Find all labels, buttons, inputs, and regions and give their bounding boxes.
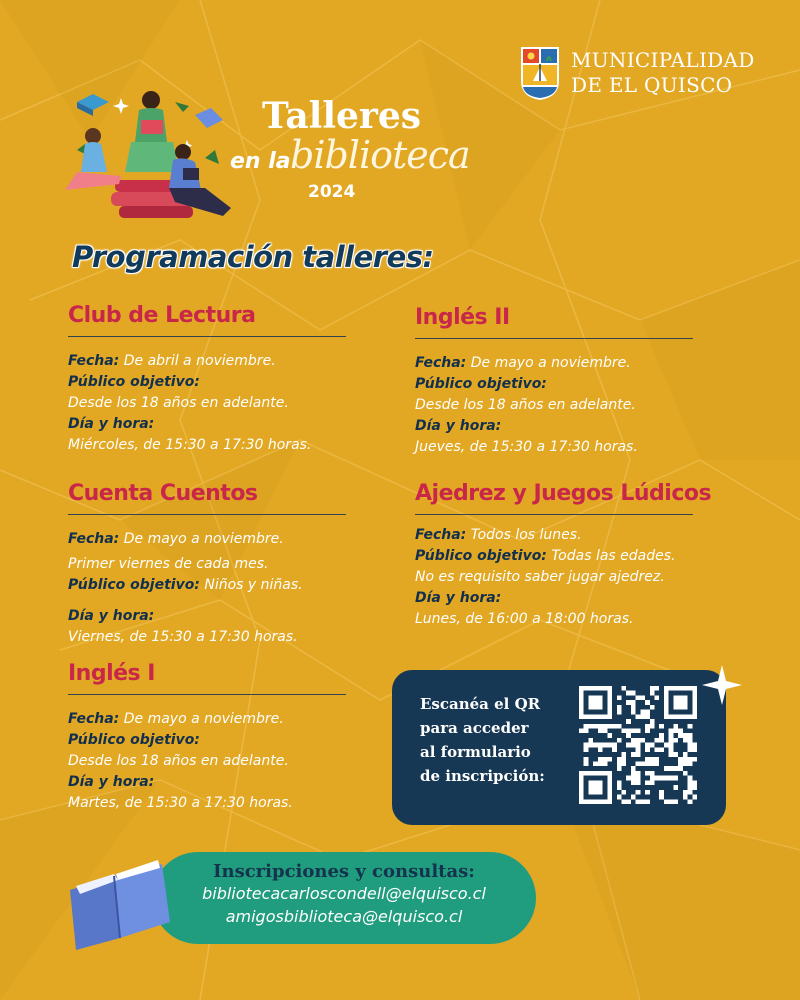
sparkle-icon [700, 663, 744, 707]
workshop-title: Inglés I [68, 661, 155, 686]
workshop-cuenta-cuentos [68, 480, 368, 648]
divider [68, 514, 346, 515]
workshop-title: Inglés II [415, 305, 510, 330]
qr-code-icon[interactable] [579, 686, 697, 804]
fecha-value: De mayo a noviembre. [466, 355, 631, 371]
publico-value: Desde los 18 años en adelante. [68, 753, 289, 769]
dia-value: Martes, de 15:30 a 17:30 horas. [68, 795, 293, 811]
workshop-title: Cuenta Cuentos [68, 481, 258, 506]
divider [415, 514, 693, 515]
dia-label: Día y hora: [415, 590, 502, 606]
email-link-1[interactable]: bibliotecacarloscondell@elquisco.cl [202, 884, 486, 903]
dia-label: Día y hora: [68, 608, 155, 624]
fecha-label: Fecha: [68, 711, 120, 727]
publico-value: Todas las edades. [546, 548, 676, 564]
dia-value: Viernes, de 15:30 a 17:30 horas. [68, 629, 298, 645]
publico-label: Público objetivo: [415, 548, 547, 564]
qr-line-3: al formulario [420, 743, 531, 761]
contact-title: Inscripciones y consultas: [213, 861, 475, 882]
fecha-extra: Primer viernes de cada mes. [68, 556, 269, 572]
municipality-name-line2: DE EL QUISCO [571, 73, 733, 97]
publico-value: Desde los 18 años en adelante. [415, 397, 636, 413]
fecha-value: De mayo a noviembre. [119, 531, 284, 547]
workshop-title: Club de Lectura [68, 303, 256, 328]
dia-label: Día y hora: [415, 418, 502, 434]
fecha-value: De mayo a noviembre. [119, 711, 284, 727]
publico-value: Desde los 18 años en adelante. [68, 395, 289, 411]
qr-line-1: Escanéa el QR [420, 695, 541, 713]
fecha-label: Fecha: [415, 527, 467, 543]
dia-label: Día y hora: [68, 416, 155, 432]
dia-label: Día y hora: [68, 774, 155, 790]
publico-label: Público objetivo: [415, 376, 547, 392]
workshop-title: Ajedrez y Juegos Lúdicos [415, 481, 712, 506]
email-link-2[interactable]: amigosbiblioteca@elquisco.cl [225, 907, 463, 926]
dia-value: Jueves, de 15:30 a 17:30 horas. [415, 439, 638, 455]
divider [68, 336, 346, 337]
municipality-name-line1: MUNICIPALIDAD [571, 48, 755, 72]
fecha-value: Todos los lunes. [466, 527, 582, 543]
qr-line-4: de inscripción: [420, 767, 545, 785]
contact-box [152, 852, 536, 944]
dia-value: Lunes, de 16:00 a 18:00 horas. [415, 611, 634, 627]
flying-book-icon [77, 94, 109, 116]
fecha-label: Fecha: [68, 531, 120, 547]
fecha-label: Fecha: [415, 355, 467, 371]
publico-label: Público objetivo: [68, 374, 200, 390]
qr-instructions [420, 692, 570, 788]
section-title: Programación talleres: [72, 240, 434, 274]
publico-value: Niños y niñas. [199, 577, 303, 593]
readers-illustration [55, 80, 255, 225]
workshop-ajedrez [415, 480, 735, 630]
publico-extra: No es requisito saber jugar ajedrez. [415, 569, 665, 585]
fecha-value: De abril a noviembre. [119, 353, 276, 369]
title-talleres: Talleres [262, 95, 422, 137]
workshop-ingles-1 [68, 660, 368, 814]
publico-label: Público objetivo: [68, 577, 200, 593]
workshop-club-de-lectura [68, 302, 368, 456]
open-book-icon [62, 850, 174, 950]
qr-registration-card [392, 670, 726, 825]
title-year: 2024 [308, 182, 356, 202]
workshop-ingles-2 [415, 304, 715, 458]
title-en-la: en la [230, 149, 291, 174]
title-biblioteca: biblioteca [290, 133, 470, 177]
divider [415, 338, 693, 339]
dia-value: Miércoles, de 15:30 a 17:30 horas. [68, 437, 312, 453]
shield-icon [519, 45, 561, 101]
qr-line-2: para acceder [420, 719, 529, 737]
divider [68, 694, 346, 695]
municipality-logo [519, 45, 755, 101]
fecha-label: Fecha: [68, 353, 120, 369]
publico-label: Público objetivo: [68, 732, 200, 748]
